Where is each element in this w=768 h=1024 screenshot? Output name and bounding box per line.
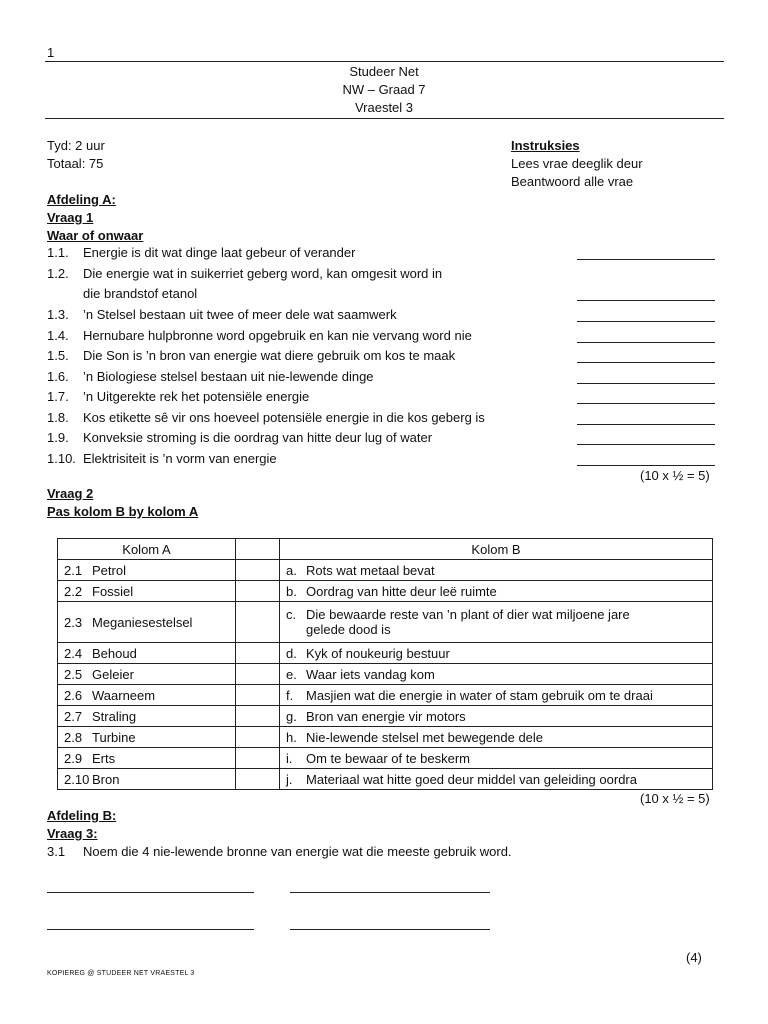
table-row xyxy=(58,643,713,664)
column-a-cell xyxy=(58,581,236,602)
column-b-letter: d. xyxy=(286,645,297,661)
tf-item-text: Hernubare hulpbronne word opgebruik en kan nie vervang word nie xyxy=(83,328,472,343)
column-a-cell xyxy=(58,748,236,769)
answer-cell[interactable] xyxy=(236,727,280,748)
column-a-cell xyxy=(58,560,236,581)
question-2-marks: (10 x ½ = 5) xyxy=(640,791,710,806)
table-row xyxy=(58,685,713,706)
column-a-term: Erts xyxy=(92,750,116,766)
column-a-term: Bron xyxy=(92,771,120,787)
table-row xyxy=(58,748,713,769)
column-a-cell xyxy=(58,664,236,685)
tf-item-number: 1.4. xyxy=(47,328,69,343)
page-number: 1 xyxy=(47,45,55,60)
tf-item-text: Energie is dit wat dinge laat gebeur of verander xyxy=(83,245,356,260)
column-b-description: Oordrag van hitte deur leë ruimte xyxy=(306,583,497,599)
column-b-cell xyxy=(280,706,713,727)
copyright-footer: KOPIEREG @ STUDEER NET VRAESTEL 3 xyxy=(47,970,195,977)
column-b-cell xyxy=(280,769,713,790)
answer-line[interactable] xyxy=(47,892,254,893)
table-row xyxy=(58,581,713,602)
tf-item-text: Konveksie stroming is die oordrag van hitte deur lug of water xyxy=(83,430,433,445)
column-a-term: Petrol xyxy=(92,562,126,578)
tf-item-text: Elektrisiteit is ’n vorm van energie xyxy=(83,451,277,466)
header-rule-bottom xyxy=(45,118,724,119)
answer-line[interactable] xyxy=(290,892,490,893)
tf-answer-line[interactable] xyxy=(577,259,715,260)
header-rule-top xyxy=(45,61,724,62)
question-3-1-text: Noem die 4 nie-lewende bronne van energie wat die meeste gebruik word. xyxy=(83,844,512,859)
tf-answer-line[interactable] xyxy=(577,300,715,301)
tf-item-text: Die Son is ’n bron van energie wat diere gebruik om kos te maak xyxy=(83,348,456,363)
tf-item-text: ’n Biologiese stelsel bestaan uit nie-lewende dinge xyxy=(83,369,374,384)
column-a-cell xyxy=(58,602,236,643)
tf-item-number: 1.8. xyxy=(47,410,69,425)
column-b-letter: i. xyxy=(286,750,293,766)
instructions-line-2: Beantwoord alle vrae xyxy=(511,174,634,189)
question-1-subtitle: Waar of onwaar xyxy=(47,228,144,243)
tf-answer-line[interactable] xyxy=(577,465,715,466)
column-a-cell xyxy=(58,727,236,748)
column-a-term: Straling xyxy=(92,708,137,724)
column-a-cell xyxy=(58,685,236,706)
column-a-number: 2.5 xyxy=(64,666,83,682)
column-a-cell xyxy=(58,643,236,664)
column-b-cell xyxy=(280,560,713,581)
instructions-line-1: Lees vrae deeglik deur xyxy=(511,156,643,171)
tf-item-text: ’n Uitgerekte rek het potensiële energie xyxy=(83,389,310,404)
column-a-term: Behoud xyxy=(92,645,137,661)
column-b-description: Rots wat metaal bevat xyxy=(306,562,435,578)
answer-cell[interactable] xyxy=(236,560,280,581)
column-a-number: 2.10 xyxy=(64,771,90,787)
column-a-header: Kolom A xyxy=(58,539,236,560)
column-b-description: Bron van energie vir motors xyxy=(306,708,466,724)
tf-item-number: 1.3. xyxy=(47,307,69,322)
tf-answer-line[interactable] xyxy=(577,342,715,343)
total-label: Totaal: 75 xyxy=(47,156,104,171)
column-b-header: Kolom B xyxy=(280,539,713,560)
question-3-1-number: 3.1 xyxy=(47,844,66,859)
question-3-title: Vraag 3: xyxy=(47,826,98,841)
tf-answer-line[interactable] xyxy=(577,321,715,322)
column-b-letter: c. xyxy=(286,607,297,622)
column-a-number: 2.9 xyxy=(64,750,83,766)
tf-item-number: 1.9. xyxy=(47,430,69,445)
tf-item-number: 1.1. xyxy=(47,245,69,260)
column-b-cell xyxy=(280,602,713,643)
tf-item-number: 1.2. xyxy=(47,266,69,281)
answer-cell[interactable] xyxy=(236,685,280,706)
column-a-cell xyxy=(58,706,236,727)
table-row xyxy=(58,769,713,790)
table-header-row xyxy=(58,539,713,560)
matching-table xyxy=(57,538,713,790)
column-a-number: 2.8 xyxy=(64,729,83,745)
column-b-description: Materiaal wat hitte goed deur middel van geleiding oordra xyxy=(306,771,637,787)
tf-item-number: 1.6. xyxy=(47,369,69,384)
answer-line[interactable] xyxy=(290,929,490,930)
column-b-description: Om te bewaar of te beskerm xyxy=(306,750,471,766)
tf-item-text: ’n Stelsel bestaan uit twee of meer dele wat saamwerk xyxy=(83,307,397,322)
column-a-number: 2.1 xyxy=(64,562,83,578)
tf-item-number: 1.5. xyxy=(47,348,69,363)
column-b-letter: g. xyxy=(286,708,297,724)
column-a-term: Geleier xyxy=(92,666,134,682)
tf-item-number: 1.10. xyxy=(47,451,76,466)
question-1-title: Vraag 1 xyxy=(47,210,94,225)
tf-answer-line[interactable] xyxy=(577,362,715,363)
answer-column-header xyxy=(236,539,280,560)
column-a-term: Meganiesestelsel xyxy=(92,614,193,630)
column-b-cell xyxy=(280,748,713,769)
tf-answer-line[interactable] xyxy=(577,403,715,404)
column-b-letter: f. xyxy=(286,687,294,703)
question-2-title: Vraag 2 xyxy=(47,486,94,501)
column-b-description: Kyk of noukeurig bestuur xyxy=(306,645,450,661)
column-b-cell xyxy=(280,643,713,664)
question-1-marks: (10 x ½ = 5) xyxy=(640,468,710,483)
answer-cell[interactable] xyxy=(236,664,280,685)
column-a-number: 2.3 xyxy=(64,614,83,630)
column-a-cell xyxy=(58,769,236,790)
tf-item-number: 1.7. xyxy=(47,389,69,404)
column-a-term: Turbine xyxy=(92,729,136,745)
instructions-title: Instruksies xyxy=(511,138,580,153)
answer-cell[interactable] xyxy=(236,602,280,643)
column-b-cell xyxy=(280,581,713,602)
table-row xyxy=(58,664,713,685)
column-a-number: 2.4 xyxy=(64,645,83,661)
column-a-number: 2.7 xyxy=(64,708,83,724)
tf-answer-line[interactable] xyxy=(577,444,715,445)
question-3-marks: (4) xyxy=(686,950,702,965)
column-b-description: Waar iets vandag kom xyxy=(306,666,435,682)
header-line-3: Vraestel 3 xyxy=(354,100,414,115)
column-b-cell xyxy=(280,664,713,685)
table-row xyxy=(58,560,713,581)
tf-answer-line[interactable] xyxy=(577,383,715,384)
column-b-cell xyxy=(280,727,713,748)
time-label: Tyd: 2 uur xyxy=(47,138,105,153)
answer-cell[interactable] xyxy=(236,581,280,602)
column-b-letter: a. xyxy=(286,562,297,578)
column-a-term: Waarneem xyxy=(92,687,156,703)
column-b-description: Masjien wat die energie in water of stam gebruik om te draai xyxy=(306,687,653,703)
answer-cell[interactable] xyxy=(236,748,280,769)
answer-cell[interactable] xyxy=(236,706,280,727)
column-a-number: 2.6 xyxy=(64,687,83,703)
section-b-title: Afdeling B: xyxy=(47,808,117,823)
column-b-letter: b. xyxy=(286,583,297,599)
tf-item-text: Die energie wat in suikerriet geberg word, kan omgesit word in xyxy=(83,266,443,281)
header-line-2: NW – Graad 7 xyxy=(342,82,426,97)
tf-answer-line[interactable] xyxy=(577,424,715,425)
answer-cell[interactable] xyxy=(236,643,280,664)
header-line-1: Studeer Net xyxy=(349,64,419,79)
answer-line[interactable] xyxy=(47,929,254,930)
column-b-cell xyxy=(280,685,713,706)
tf-item-text-continued: die brandstof etanol xyxy=(83,286,198,301)
column-a-term: Fossiel xyxy=(92,583,134,599)
table-row xyxy=(58,706,713,727)
column-b-letter: h. xyxy=(286,729,297,745)
column-a-number: 2.2 xyxy=(64,583,83,599)
table-row xyxy=(58,602,713,643)
column-b-letter: e. xyxy=(286,666,297,682)
column-b-description-continued: gelede dood is xyxy=(306,622,391,637)
section-a-title: Afdeling A: xyxy=(47,192,116,207)
table-row xyxy=(58,727,713,748)
tf-item-text: Kos etikette sê vir ons hoeveel potensiële energie in die kos geberg is xyxy=(83,410,485,425)
column-b-letter: j. xyxy=(286,771,293,787)
column-b-description: Nie-lewende stelsel met bewegende dele xyxy=(306,729,544,745)
answer-cell[interactable] xyxy=(236,769,280,790)
column-b-description: Die bewaarde reste van ’n plant of dier wat miljoene jare xyxy=(306,607,630,622)
question-2-subtitle: Pas kolom B by kolom A xyxy=(47,504,199,519)
